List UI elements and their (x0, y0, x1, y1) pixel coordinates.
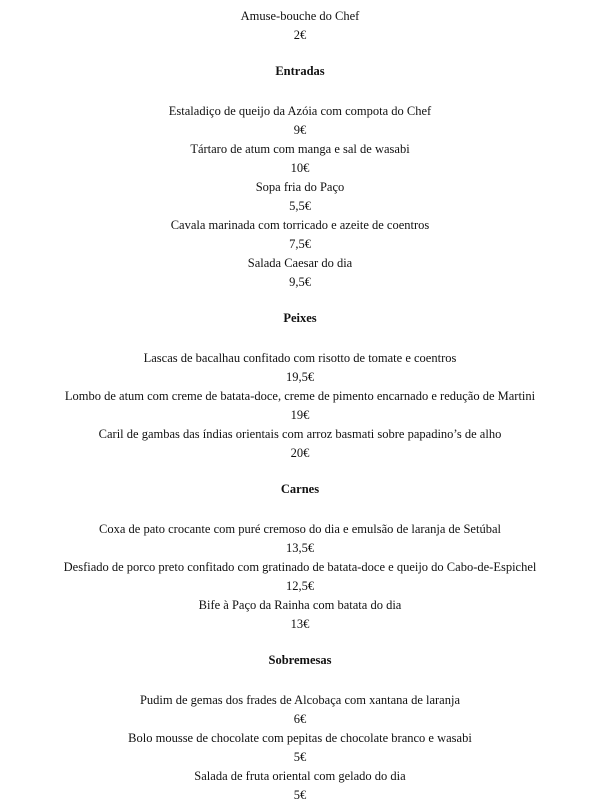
menu-item-price: 7,5€ (289, 237, 311, 251)
menu-item-name: Cavala marinada com torricado e azeite de coentros (170, 218, 430, 232)
menu-item-price: 5€ (293, 750, 307, 764)
menu-item-name: Coxa de pato crocante com puré cremoso do dia e emulsão de laranja de Setúbal (99, 522, 501, 536)
menu-item-price: 19€ (290, 408, 310, 422)
menu-item-price: 10€ (290, 161, 310, 175)
menu-item-price: 13€ (290, 617, 310, 631)
intro-item-name: Amuse-bouche do Chef (240, 9, 360, 23)
menu-item-price: 9€ (293, 123, 307, 137)
menu-item-price: 9,5€ (289, 275, 311, 289)
menu-item-price: 6€ (293, 712, 307, 726)
menu-item-name: Caril de gambas das índias orientais com arroz basmati sobre papadino’s de alho (98, 427, 502, 441)
menu-item-name: Salada de fruta oriental com gelado do dia (194, 769, 406, 783)
menu-item-price: 19,5€ (285, 370, 315, 384)
intro-item-price: 2€ (293, 28, 307, 42)
menu-item-price: 12,5€ (285, 579, 315, 593)
section-title-entradas: Entradas (275, 64, 325, 78)
menu-item-name: Lombo de atum com creme de batata-doce, creme de pimento encarnado e redução de Martini (64, 389, 536, 403)
menu-item-name: Lascas de bacalhau confitado com risotto de tomate e coentros (143, 351, 457, 365)
menu-item-price: 13,5€ (285, 541, 315, 555)
menu-item-name: Pudim de gemas dos frades de Alcobaça com xantana de laranja (139, 693, 461, 707)
menu-item-name: Tártaro de atum com manga e sal de wasabi (190, 142, 410, 156)
section-title-peixes: Peixes (283, 311, 317, 325)
menu-item-name: Bife à Paço da Rainha com batata do dia (198, 598, 402, 612)
section-title-sobremesas: Sobremesas (268, 653, 332, 667)
menu-item-price: 5€ (293, 788, 307, 802)
menu-item-price: 5,5€ (289, 199, 311, 213)
menu-item-name: Salada Caesar do dia (247, 256, 353, 270)
menu-item-price: 20€ (290, 446, 310, 460)
menu-item-name: Estaladiço de queijo da Azóia com compota do Chef (168, 104, 432, 118)
menu-item-name: Bolo mousse de chocolate com pepitas de chocolate branco e wasabi (128, 731, 472, 745)
section-title-carnes: Carnes (280, 482, 320, 496)
menu-item-name: Desfiado de porco preto confitado com gratinado de batata-doce e queijo do Cabo-de-Espichel (63, 560, 537, 574)
menu-item-name: Sopa fria do Paço (255, 180, 345, 194)
